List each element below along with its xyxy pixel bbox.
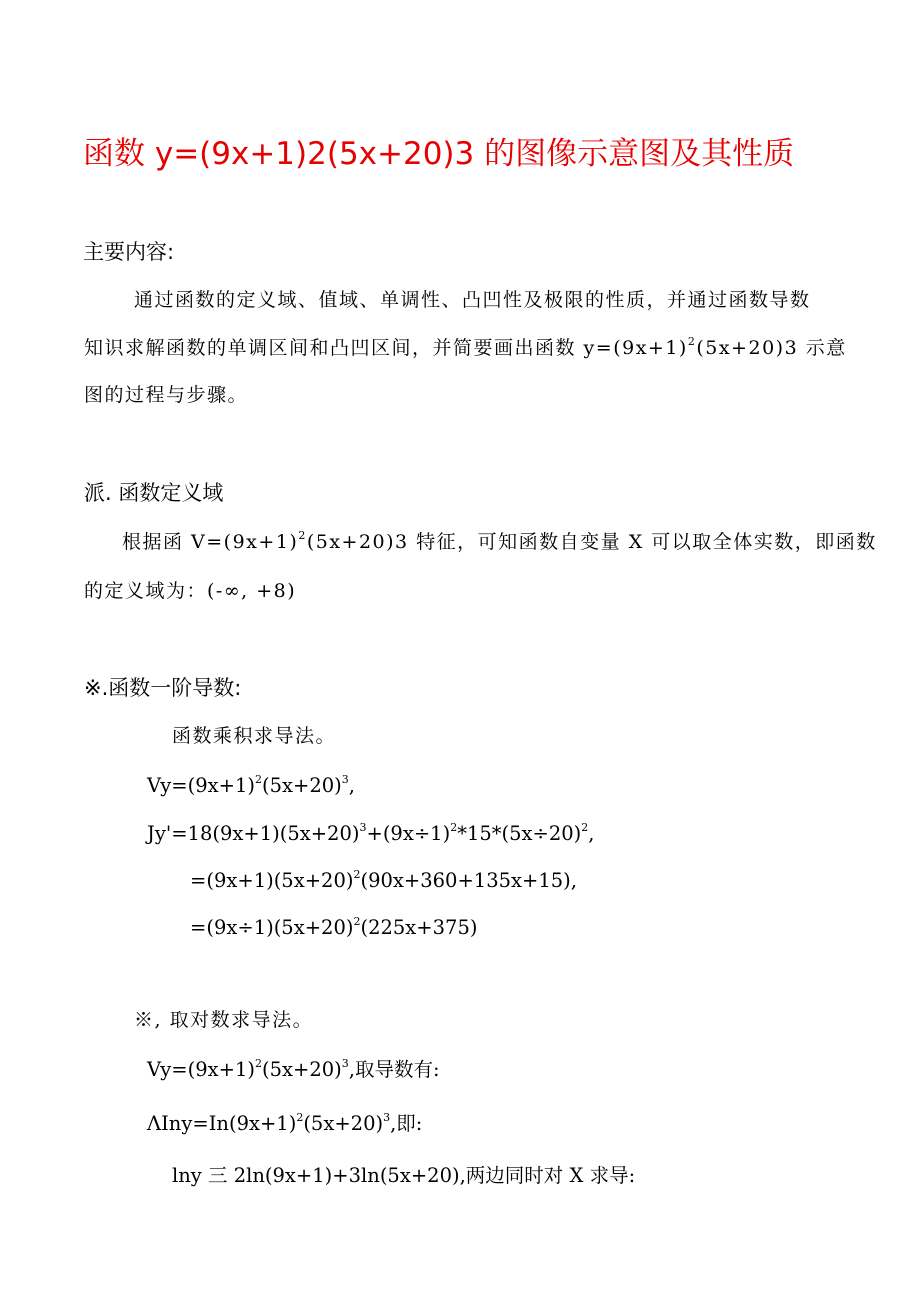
equation-1: $Vy=(9x+1)^2(5x+20)^3$, — [147, 773, 355, 797]
equation-6: $\Lambda Iny=In(9x+1)^2(5x+20)^3$,即: — [147, 1111, 423, 1135]
domain-line-2: 的定义域为：(-∞, +8) — [84, 580, 297, 602]
method-product-rule: 函数乘积求导法。 — [172, 725, 337, 747]
intro-line-1: 通过函数的定义域、值域、单调性、凸凹性及极限的性质，并通过函数导数 — [134, 289, 811, 311]
method-logarithm: ※, 取对数求导法。 — [134, 1009, 314, 1031]
equation-3: $=(9x+1)(5x+20)^2(90x+360+135x+15)$, — [190, 868, 577, 892]
intro-line-3: 图的过程与步骤。 — [84, 384, 249, 406]
intro-line-2: 知识求解函数的单调区间和凸凹区间，并简要画出函数 $y=(9x+1)^2(5x+20)3$ 示意 — [84, 335, 847, 359]
equation-2: $Jy'=18(9x+1)(5x+20)^3+(9x\div 1)^2*15*(5x\div 20)^2$, — [147, 821, 595, 845]
section-derivative-heading: ※.函数一阶导数: — [84, 676, 242, 700]
equation-7: lny 三 2ln(9x+1)+3ln(5x+20),两边同时对 X 求导: — [172, 1164, 636, 1187]
section-domain-heading: 派. 函数定义域 — [84, 481, 224, 505]
intro-heading: 主要内容: — [83, 240, 175, 264]
equation-5: $Vy=(9x+1)^2(5x+20)^3$,取导数有: — [147, 1057, 440, 1081]
equation-4: $=(9x\div 1)(5x+20)^2(225x+375)$ — [190, 915, 478, 939]
page-title: 函数 y=(9x+1)2(5x+20)3 的图像示意图及其性质 — [83, 136, 795, 172]
domain-line-1: 根据函 $V=(9x+1)^2(5x+20)3$ 特征，可知函数自变量 X 可以取全体实数，即函数 — [122, 529, 877, 553]
